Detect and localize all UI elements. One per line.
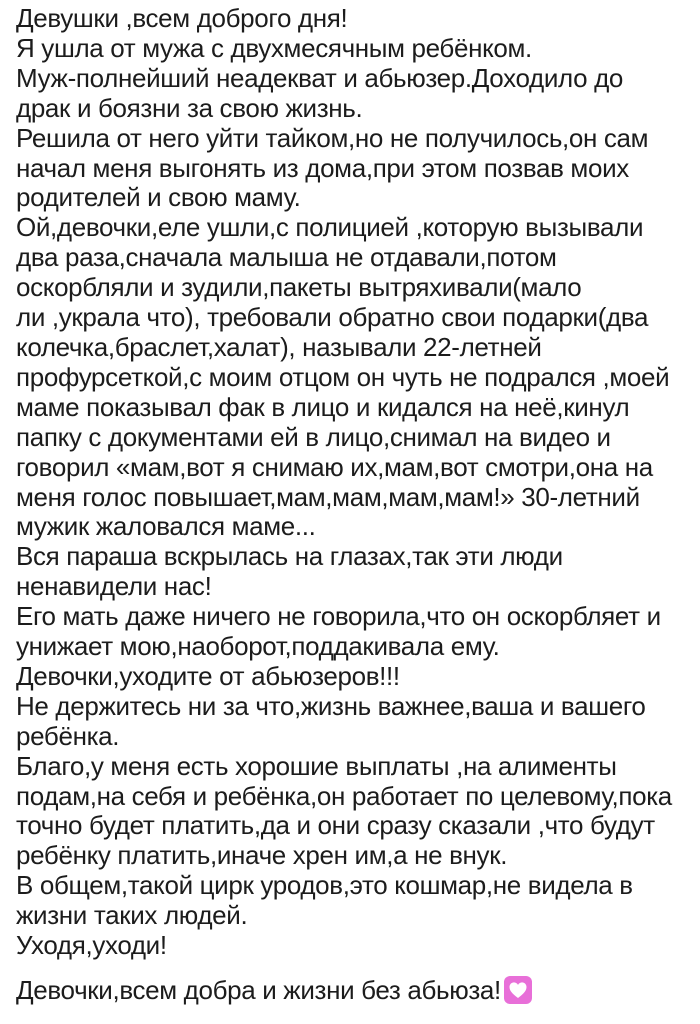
post-line: Благо,у меня есть хорошие выплаты ,на алименты <box>16 750 617 781</box>
post-line: жизни таких людей. <box>16 900 248 931</box>
post-line: ли ,украла что), требовали обратно свои подарки(два <box>16 302 649 333</box>
post-line: точно будет платить,да и они сразу сказали ,что будут <box>16 810 655 841</box>
post-line: Уходя,уходи! <box>16 930 167 961</box>
closing-line <box>16 975 696 1006</box>
post-line: ненавидели нас! <box>16 571 212 602</box>
closing-text: Девочки,всем добра и жизни без абьюза! <box>16 975 501 1005</box>
post-line: профурсеткой,с моим отцом он чуть не подрался ,моей <box>16 361 670 392</box>
post-line: Решила от него уйти тайком,но не получилось,он сам <box>16 122 649 153</box>
post-line: Девушки ,всем доброго дня! <box>16 3 348 33</box>
post-line: Девочки,уходите от абьюзеров!!! <box>16 660 400 691</box>
post-line: ребёнку платить,иначе хрен им,а не внук. <box>16 840 508 871</box>
post-line: унижает мою,наоборот,поддакивала ему. <box>16 631 500 662</box>
post-line: колечка,браслет,халат), называли 22-летней <box>16 331 542 362</box>
post-line: родителей и свою маму. <box>16 182 301 213</box>
post-text <box>16 4 696 1006</box>
post-line: мужик жаловался маме... <box>16 511 316 542</box>
post-line: начал меня выгонять из дома,при этом позвав моих <box>16 152 629 183</box>
post-line: драк и боязни за свою жизнь. <box>16 92 363 123</box>
post-line: Муж-полнейший неадекват и абьюзер.Доходило до <box>16 62 624 93</box>
heart-emoji-graphic <box>503 975 533 1005</box>
post-line: папку с документами ей в лицо,снимал на видео и <box>16 421 611 452</box>
post-line: Не держитесь ни за что,жизнь важнее,ваша и вашего <box>16 690 646 721</box>
post-line: Ой,девочки,еле ушли,с полицией ,которую вызывали <box>16 212 644 243</box>
post-line: ребёнка. <box>16 720 120 751</box>
post-line: меня голос повышает,мам,мам,мам,мам!» 30-летний <box>16 481 640 512</box>
post-line: оскорбляли и зудили,пакеты вытряхивали(мало <box>16 272 582 303</box>
post-line: Я ушла от мужа с двухмесячным ребёнком. <box>16 32 532 63</box>
post-line: говорил «мам,вот я снимаю их,мам,вот смотри,она на <box>16 451 653 482</box>
post-line: Его мать даже ничего не говорила,что он оскорбляет и <box>16 601 661 632</box>
post-line: Вся параша вскрылась на глазах,так эти люди <box>16 541 563 572</box>
heart-with-ribbon-icon <box>503 975 533 1005</box>
post-line: два раза,сначала малыша не отдавали,потом <box>16 242 557 273</box>
post-line: подам,на себя и ребёнка,он работает по целевому,пока <box>16 780 672 811</box>
post-line: В общем,такой цирк уродов,это кошмар,не видела в <box>16 870 633 901</box>
post-line: маме показывал фак в лицо и кидался на неё,кинул <box>16 391 630 422</box>
